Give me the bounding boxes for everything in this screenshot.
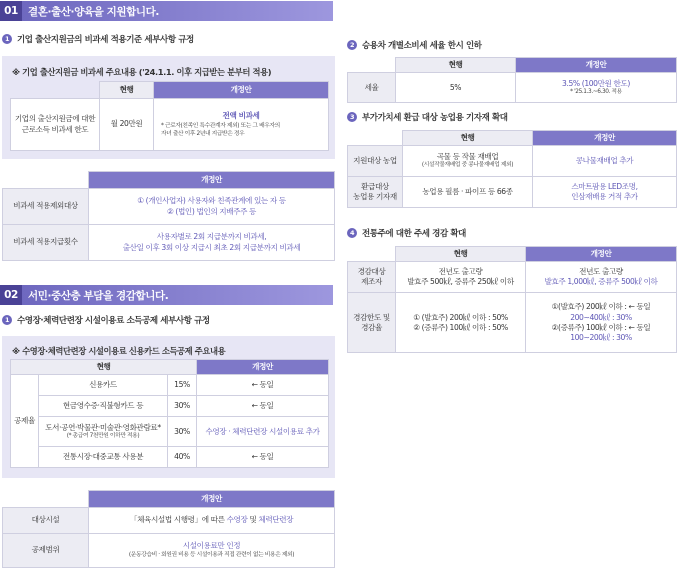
section-01-header bbox=[0, 1, 333, 21]
header-current: 현행 bbox=[396, 247, 526, 262]
row-label: 기업의 출산지원금에 대한 근로소득 비과세 한도 bbox=[11, 99, 100, 151]
item-label: 전통시장·대중교통 사용분 bbox=[39, 447, 168, 468]
sports-detail-table-wrap bbox=[2, 490, 335, 568]
revised-line-1a: ①(발효주) 200㎘ 이하 : ← 동일 bbox=[551, 302, 651, 312]
facility-pool: 수영장 bbox=[226, 515, 248, 525]
current-line-2: 발효주 500㎘, 증류주 250㎘ 이하 bbox=[407, 277, 514, 287]
childbirth-detail-table-wrap bbox=[2, 171, 335, 261]
item-1-header bbox=[2, 33, 194, 45]
vat-table-wrap bbox=[347, 130, 677, 208]
item-title: 부가가치세 환급 대상 농업용 기자재 확대 bbox=[362, 113, 508, 123]
current-line-1: 전년도 출고량 bbox=[438, 267, 483, 276]
revised: 수영장 · 체력단련장 시설이용료 추가 bbox=[197, 417, 329, 447]
facility-text-pre: 「체육시설법 시행령」에 따른 bbox=[129, 515, 227, 525]
section-title: 결혼·출산·양육을 지원합니다. bbox=[28, 5, 159, 18]
scope-main: 시설이용료만 인정 bbox=[182, 541, 241, 551]
item-title: 수영장·체력단련장 시설이용료 소득공제 세부사항 규정 bbox=[17, 316, 210, 326]
payment-line-1: 사용자별로 2회 지급분까지 비과세, bbox=[156, 232, 267, 242]
revised-main: 3.5% (100만원 한도) bbox=[562, 78, 630, 88]
row-label: 환급대상 농업용 기자재 bbox=[348, 177, 403, 208]
childbirth-summary-box bbox=[2, 56, 335, 159]
header-revised: 개정안 bbox=[526, 247, 677, 262]
row-label: 경감대상 제조자 bbox=[348, 262, 396, 293]
rate: 15% bbox=[168, 375, 197, 396]
item-number-badge: 1 bbox=[2, 34, 12, 44]
revised-line-2: 발효주 1,000㎘, 증류주 500㎘ 이하 bbox=[544, 277, 658, 287]
scope-note: (운동강습비 · 회원권 비용 등 시설이용과 직접 관련이 없는 비용은 제외) bbox=[128, 551, 295, 558]
liquor-tax-table-wrap bbox=[347, 246, 677, 353]
group-label: 공제율 bbox=[11, 375, 39, 468]
revised-line-1: 스마트팜용 LED조명, bbox=[571, 182, 638, 191]
current-line-2: (시설작물재배업 중 콩나물재배업 제외) bbox=[421, 162, 514, 169]
exclusion-line-1: ① (개인사업자) 사용자와 친족관계에 있는 자 등 bbox=[137, 196, 286, 206]
item-title: 전통주에 대한 주세 경감 확대 bbox=[362, 229, 466, 239]
header-revised: 개정안 bbox=[89, 491, 335, 508]
header-current: 현행 bbox=[396, 58, 516, 73]
sports-deduction-table bbox=[10, 359, 329, 468]
revised: ← 동일 bbox=[197, 447, 329, 468]
row-label: 비과세 적용지급횟수 bbox=[3, 225, 89, 261]
row-label: 세율 bbox=[348, 73, 396, 103]
facility-text-mid: 및 bbox=[247, 515, 259, 525]
revised-line-2a: ②(증류주) 100㎘ 이하 : ← 동일 bbox=[551, 322, 651, 332]
revised: ← 동일 bbox=[197, 396, 329, 417]
item-number-badge: 1 bbox=[2, 315, 12, 325]
rate: 30% bbox=[168, 417, 197, 447]
header-current: 현행 bbox=[11, 360, 197, 375]
item-5-header bbox=[2, 314, 210, 326]
item-label: 도서·공연·박물관·미술관·영화관람료* bbox=[45, 422, 161, 432]
row-label: 비과세 적용제외대상 bbox=[3, 189, 89, 225]
row-label: 공제범위 bbox=[3, 534, 89, 568]
item-label: 신용카드 bbox=[39, 375, 168, 396]
item-number-badge: 2 bbox=[347, 40, 357, 50]
section-title: 서민·중산층 부담을 경감합니다. bbox=[28, 289, 169, 302]
item-number-badge: 4 bbox=[347, 228, 357, 238]
revised-line-2: 인삼재배용 거적 추가 bbox=[571, 192, 638, 202]
item-2-header bbox=[347, 39, 482, 51]
revised-line-2b: 100~200㎘ : 30% bbox=[570, 333, 632, 342]
item-title: 기업 출산지원금의 비과세 적용기준 세부사항 규정 bbox=[17, 35, 194, 45]
item-note: (* 총급여 7천만원 이하만 적용) bbox=[66, 432, 140, 439]
row-label: 경감한도 및 경감율 bbox=[348, 293, 396, 353]
rate: 30% bbox=[168, 396, 197, 417]
sports-detail-table bbox=[2, 490, 335, 568]
revised: ← 동일 bbox=[197, 375, 329, 396]
header-revised: 개정안 bbox=[154, 82, 329, 99]
row-label: 대상시설 bbox=[3, 508, 89, 534]
revised-line-1: 전년도 출고량 bbox=[579, 267, 623, 276]
section-02-header bbox=[0, 285, 333, 305]
exclusion-line-2: ② (법인) 법인의 지배주주 등 bbox=[167, 206, 256, 216]
item-3-header bbox=[347, 111, 508, 123]
current-line-1: ① (발효주) 200㎘ 이하 : 50% bbox=[413, 312, 508, 322]
item-title: 승용차 개별소비세 세율 한시 인하 bbox=[362, 41, 482, 51]
header-revised: 개정안 bbox=[89, 172, 335, 189]
sports-summary-box bbox=[2, 336, 335, 478]
facility-gym: 체력단련장 bbox=[258, 515, 294, 525]
header-revised: 개정안 bbox=[197, 360, 329, 375]
childbirth-table bbox=[10, 81, 329, 151]
row-label: 지원대상 농업 bbox=[348, 146, 403, 177]
rate: 40% bbox=[168, 447, 197, 468]
item-number-badge: 3 bbox=[347, 112, 357, 122]
current-value: 농업용 필름 · 파이프 등 66종 bbox=[403, 177, 533, 208]
item-label: 현금영수증·직불형카드 등 bbox=[39, 396, 168, 417]
current-value: 5% bbox=[396, 73, 516, 103]
header-current: 현행 bbox=[100, 82, 154, 99]
revised-note: * 근로자(친족인 특수관계자 제외) 또는 그 배우자의 자녀 출산 이후 2년내 지급받은 경우 bbox=[161, 122, 280, 137]
item-4-header bbox=[347, 227, 466, 239]
current-value: 월 20만원 bbox=[100, 99, 154, 151]
header-current: 현행 bbox=[403, 131, 533, 146]
section-number: 02 bbox=[0, 285, 22, 305]
revised-note: * '25.1.3.~6.30. 적용 bbox=[570, 88, 622, 95]
current-line-2: ② (증류주) 100㎘ 이하 : 50% bbox=[413, 322, 508, 332]
payment-line-2: 출산일 이후 3회 이상 지급시 최초 2회 지급분까지 비과세 bbox=[122, 242, 301, 252]
section-number: 01 bbox=[0, 1, 22, 21]
current-line-1: 곡물 등 작물 재배업 bbox=[436, 152, 499, 162]
box-title: ※ 수영장·체력단련장 시설이용료 신용카드 소득공제 주요내용 bbox=[12, 346, 226, 356]
childbirth-detail-table bbox=[2, 171, 335, 261]
liquor-tax-table bbox=[347, 246, 677, 353]
car-tax-table-wrap bbox=[347, 57, 677, 103]
revised-line-1b: 200~400㎘ : 30% bbox=[570, 312, 632, 322]
box-title: ※ 기업 출산지원금 비과세 주요내용 ('24.1.1. 이후 지급받는 분부터 적용) bbox=[12, 67, 272, 77]
car-tax-table bbox=[347, 57, 677, 103]
vat-refund-table bbox=[347, 130, 677, 208]
revised-main: 전액 비과세 bbox=[222, 110, 260, 120]
revised-value: 콩나물재배업 추가 bbox=[533, 146, 677, 177]
header-revised: 개정안 bbox=[533, 131, 677, 146]
header-revised: 개정안 bbox=[516, 58, 677, 73]
